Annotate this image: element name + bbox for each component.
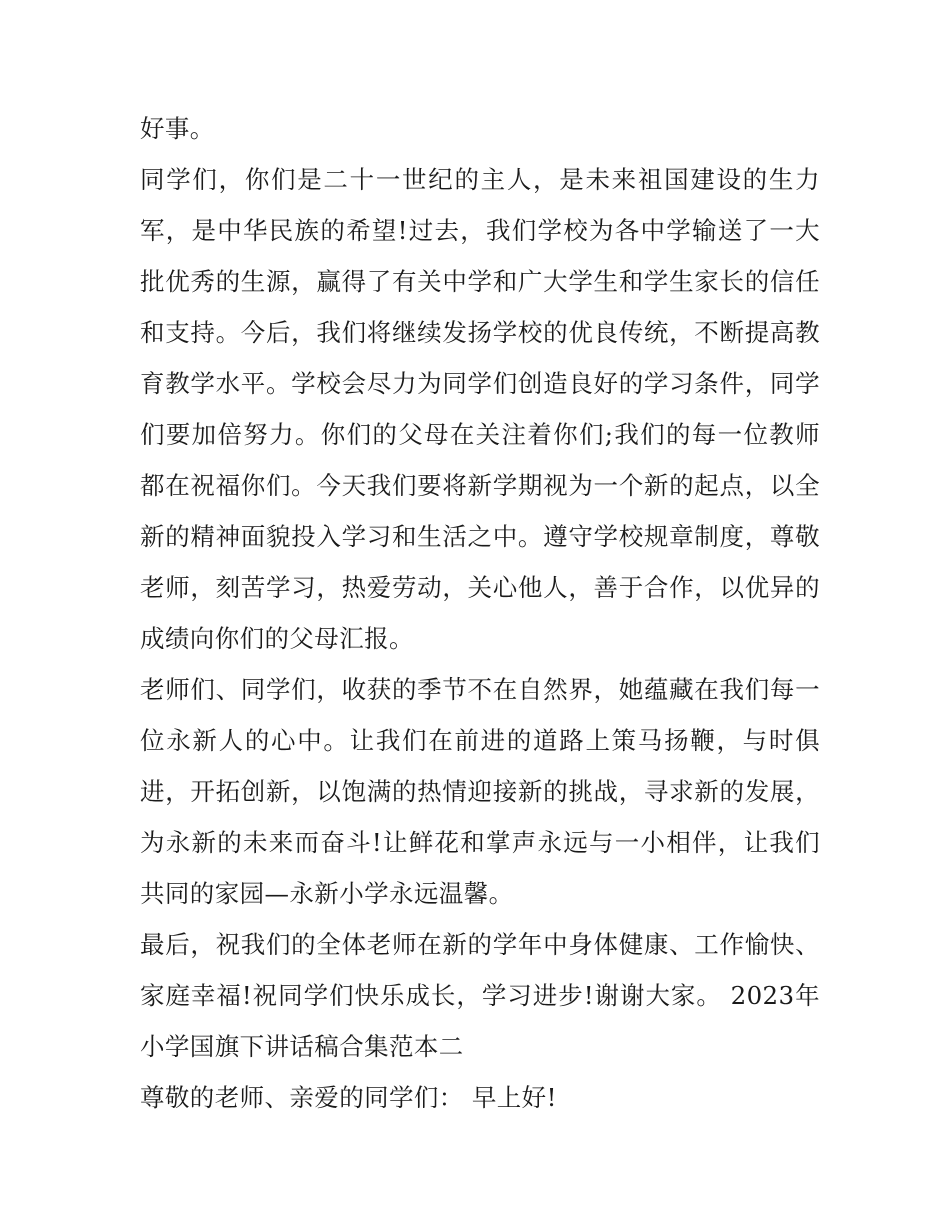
paragraph-5: 尊敬的老师、亲爱的同学们： 早上好! — [140, 1083, 557, 1112]
document-body — [140, 103, 820, 1123]
paragraph-4: 最后，祝我们的全体老师在新的学年中身体健康、工作愉快、家庭幸福!祝同学们快乐成长，学习进步!谢谢大家。 2023年小学国旗下讲话稿合集范本二 — [140, 930, 820, 1061]
paragraph-2: 同学们，你们是二十一世纪的主人，是未来祖国建设的生力军，是中华民族的希望!过去，我们学校为各中学输送了一大批优秀的生源，赢得了有关中学和广大学生和学生家长的信任和支持。今后，我们将继续发扬学校的优良传统，不断提高教育教学水平。学校会尽力为同学们创造良好的学习条件，同学们要加倍努力。你们的父母在关注着你们;我们的每一位教师都在祝福你们。今天我们要将新学期视为一个新的起点，以全新的精神面貌投入学习和生活之中。遵守学校规章制度，尊敬老师，刻苦学习，热爱劳动，关心他人，善于合作，以优异的成绩向你们的父母汇报。 — [140, 165, 820, 653]
paragraph-3: 老师们、同学们，收获的季节不在自然界，她蕴藏在我们每一位永新人的心中。让我们在前进的道路上策马扬鞭，与时俱进，开拓创新，以饱满的热情迎接新的挑战，寻求新的发展，为永新的未来而奋斗!让鲜花和掌声永远与一小相伴，让我们共同的家园—永新小学永远温馨。 — [140, 675, 820, 908]
paragraph-1: 好事。 — [140, 114, 215, 143]
